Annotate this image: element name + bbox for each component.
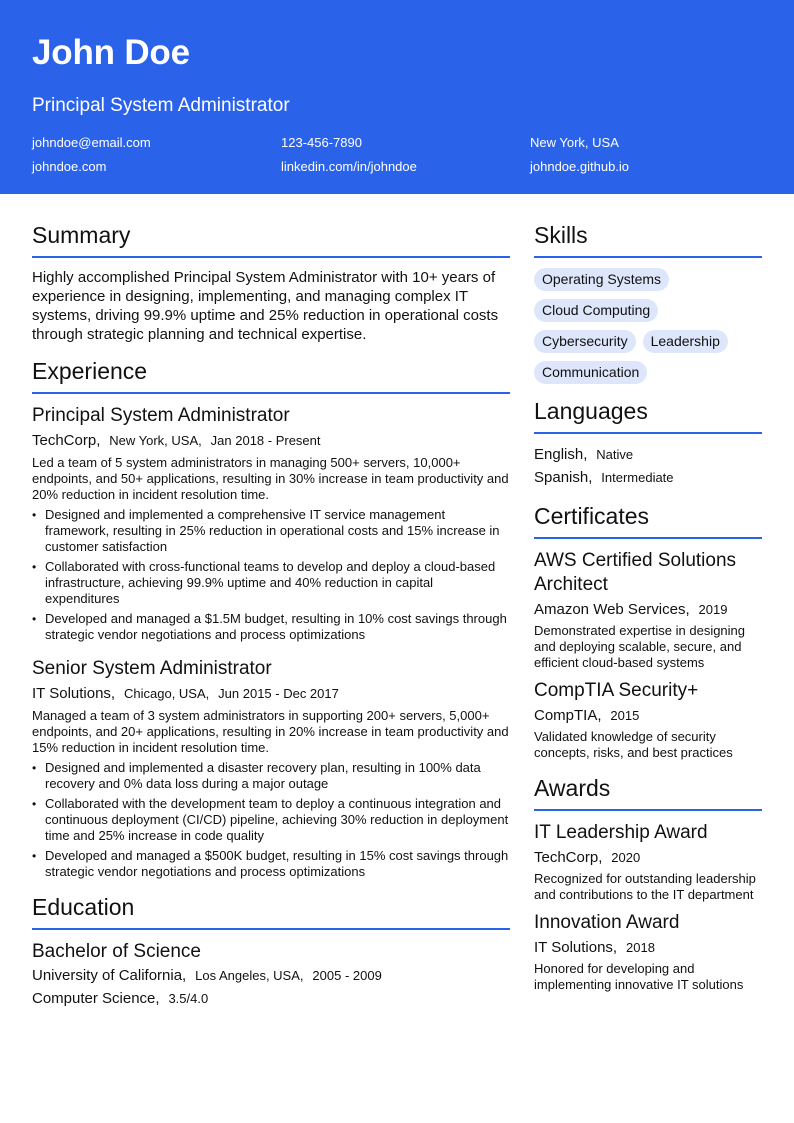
- education-section: [32, 894, 510, 1010]
- award-issuer: IT Solutions,: [534, 939, 618, 956]
- bullet-item: • Collaborated with cross-functional teams to develop and deploy a cloud-based infrastructure, achieving 99.9% uptime and 40% reduction in capital expenditures: [32, 559, 510, 607]
- school-name: University of California,: [32, 967, 187, 984]
- language-item: [534, 444, 762, 466]
- skill-tag: Cloud Computing: [534, 299, 658, 322]
- language-item: [534, 467, 762, 489]
- school-dates: 2005 - 2009: [312, 968, 382, 983]
- job-entry: [32, 404, 510, 643]
- section-heading: Summary: [32, 222, 510, 258]
- skill-tag: Operating Systems: [534, 268, 669, 291]
- skills-section: [534, 222, 762, 384]
- skill-tag: Cybersecurity: [534, 330, 636, 353]
- bullet-item: • Collaborated with the development team to deploy a continuous integration and continuous deployment (CI/CD) pipeline, achieving 30% reduction in deployment time and 25% increase in code quality: [32, 796, 510, 844]
- award-title: IT Leadership Award: [534, 822, 708, 843]
- job-title: Senior System Administrator: [32, 658, 272, 679]
- language-name: Spanish,: [534, 469, 593, 486]
- job-location: New York, USA,: [109, 433, 202, 448]
- language-level: Intermediate: [601, 470, 674, 485]
- award-description: Honored for developing and implementing innovative IT solutions: [534, 961, 744, 992]
- summary-text: Highly accomplished Principal System Administrator with 10+ years of experience in designing, implementing, and managing complex IT systems, driving 99.9% uptime and 25% reduction in operational costs through strategic planning and technical expertise.: [32, 269, 499, 343]
- website-link[interactable]: johndoe.com: [32, 159, 107, 174]
- summary-section: [32, 222, 510, 344]
- certificate-description: Validated knowledge of security concepts, risks, and best practices: [534, 729, 733, 760]
- field-of-study: Computer Science,: [32, 990, 160, 1007]
- awards-section: [534, 775, 762, 993]
- certificate-issuer: Amazon Web Services,: [534, 601, 690, 618]
- language-level: Native: [596, 447, 634, 462]
- bullet-item: • Developed and managed a $1.5M budget, resulting in 10% cost savings through strategic vendor negotiations and process optimizations: [32, 611, 510, 643]
- gpa: 3.5/4.0: [168, 991, 209, 1006]
- resume-header: [0, 0, 794, 194]
- award-title: Innovation Award: [534, 912, 680, 933]
- award-year: 2020: [611, 850, 641, 865]
- certificate-title: CompTIA Security+: [534, 680, 699, 701]
- bullet-item: • Designed and implemented a comprehensive IT service management framework, resulting in 25% reduction in operational costs and 15% increase in customer satisfaction: [32, 507, 510, 555]
- section-heading: Certificates: [534, 503, 762, 539]
- left-column: [32, 222, 510, 1024]
- school-location: Los Angeles, USA,: [195, 968, 304, 983]
- award-year: 2018: [626, 940, 655, 955]
- job-meta: [32, 684, 510, 704]
- skills-list: [534, 268, 762, 384]
- languages-section: [534, 398, 762, 489]
- certificate-issuer: CompTIA,: [534, 707, 602, 724]
- company-name: IT Solutions,: [32, 685, 116, 702]
- degree-title: Bachelor of Science: [32, 941, 201, 962]
- award-description: Recognized for outstanding leadership and contributions to the IT department: [534, 871, 756, 902]
- certificate-item: [534, 549, 762, 671]
- award-item: [534, 821, 762, 903]
- job-entry: [32, 657, 510, 880]
- skill-tag: Leadership: [643, 330, 728, 353]
- certificate-year: 2019: [698, 602, 728, 617]
- job-title: Principal System Administrator: [32, 405, 290, 426]
- certificate-title: AWS Certified Solutions Architect: [534, 550, 737, 595]
- bullet-item: • Developed and managed a $500K budget, resulting in 15% cost savings through strategic vendor negotiations and process optimizations: [32, 848, 510, 880]
- award-item: [534, 911, 762, 993]
- school-meta: [32, 965, 510, 987]
- award-meta: [534, 848, 762, 868]
- certificates-section: [534, 503, 762, 761]
- location-text: New York, USA: [530, 135, 619, 150]
- job-summary: Managed a team of 3 system administrators in supporting 200+ servers, 5,000+ endpoints, and 20+ applications, resulting in 20% increase in team productivity and 15% reduction in incident resolution time.: [32, 708, 509, 755]
- certificate-meta: [534, 706, 762, 726]
- experience-section: [32, 358, 510, 880]
- award-issuer: TechCorp,: [534, 849, 603, 866]
- certificate-description: Demonstrated expertise in designing and deploying scalable, secure, and efficient cloud-based systems: [534, 623, 746, 670]
- linkedin-link[interactable]: linkedin.com/in/johndoe: [281, 159, 417, 174]
- skill-tag: Communication: [534, 361, 647, 384]
- job-location: Chicago, USA,: [124, 686, 210, 701]
- right-column: [534, 222, 762, 1024]
- job-meta: [32, 431, 510, 451]
- phone-text: 123-456-7890: [281, 135, 362, 150]
- job-bullets: [32, 507, 510, 643]
- award-meta: [534, 938, 762, 958]
- certificate-item: [534, 679, 762, 761]
- job-dates: Jan 2018 - Present: [210, 433, 321, 448]
- company-name: TechCorp,: [32, 432, 101, 449]
- contact-info: [32, 135, 762, 175]
- candidate-title: Principal System Administrator: [32, 95, 290, 116]
- certificate-meta: [534, 600, 762, 620]
- resume-body: [0, 194, 794, 1024]
- email-link[interactable]: johndoe@email.com: [32, 135, 151, 150]
- section-heading: Awards: [534, 775, 762, 811]
- github-link[interactable]: johndoe.github.io: [530, 159, 630, 174]
- section-heading: Education: [32, 894, 510, 930]
- candidate-name: John Doe: [32, 33, 190, 72]
- field-meta: [32, 988, 510, 1010]
- bullet-item: • Designed and implemented a disaster recovery plan, resulting in 100% data recovery and 0% data loss during a major outage: [32, 760, 510, 792]
- section-heading: Skills: [534, 222, 762, 258]
- certificate-year: 2015: [610, 708, 640, 723]
- language-name: English,: [534, 446, 588, 463]
- section-heading: Experience: [32, 358, 510, 394]
- job-dates: Jun 2015 - Dec 2017: [218, 686, 339, 701]
- job-bullets: [32, 760, 510, 880]
- job-summary: Led a team of 5 system administrators in managing 500+ servers, 10,000+ endpoints, and 50+ applications, resulting in 30% increase in team productivity and 20% reduction in incident resolution time.: [32, 455, 509, 502]
- section-heading: Languages: [534, 398, 762, 434]
